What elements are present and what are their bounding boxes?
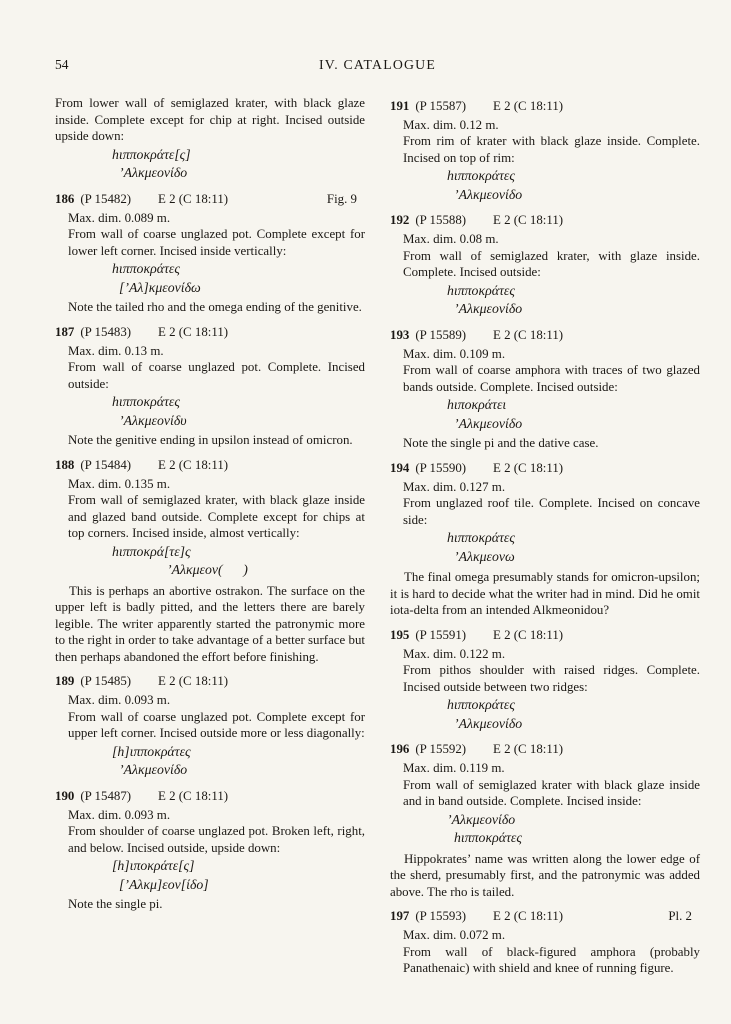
entry-note: Note the genitive ending in upsilon instead of omicron. [68,433,353,447]
greek-line: ’Αλκμεονίδο [119,165,188,180]
entry-194 [390,460,700,619]
entry-heading [55,673,365,690]
description: From wall of coarse unglazed pot. Complete except for upper left corner. Incised outside more or less diagonally: [68,709,365,740]
entry-number: 187 [55,324,75,339]
entry-number: 188 [55,457,75,472]
greek-inscription [112,857,365,894]
greek-line: hιπποκράτες [447,530,515,545]
entry-186 [55,191,365,316]
entry-number: 189 [55,674,75,688]
greek-line: hιπποκράτες [447,168,515,183]
greek-inscription [447,811,700,848]
description: From shoulder of coarse unglazed pot. Broken left, right, and below. Incised outside, upside down: [68,824,365,855]
greek-line: hιπποκράτες [447,282,515,298]
entry-number: 196 [390,742,410,756]
description: From unglazed roof tile. Complete. Incised on concave side: [403,496,700,527]
inventory-number: (P 15487) [80,788,132,803]
discussion-paragraph: This is perhaps an abortive ostrakon. The surface on the upper left is badly pitted, and the letters there are barely legible. The writer apparently started the patronymic more to the right in order to take advantage of a better surface but then perhaps abandoned the effort before finishing. [55,583,365,664]
max-dimension: Max. dim. 0.127 m. [403,479,506,494]
greek-line: ’Αλκμεον( ) [167,562,248,577]
greek-line: hιπποκράτες [447,697,515,712]
greek-line: hιπποκράτες [112,394,180,409]
entry-heading [390,627,700,644]
max-dimension: Max. dim. 0.089 m. [68,210,171,225]
grid-reference: E 2 (C 18:11) [158,457,229,472]
entry-heading [55,324,365,341]
inventory-number: (P 15589) [415,327,467,342]
greek-line: [’Αλκμ]εον[ίδο] [119,876,209,892]
entry-number: 194 [390,460,410,475]
greek-line: hιπποκρά[τε]ς [112,543,191,559]
left-column [55,95,365,985]
page-number: 54 [55,57,69,72]
entry-188 [55,457,365,666]
max-dimension: Max. dim. 0.122 m. [403,646,506,661]
greek-inscription [447,282,700,319]
greek-line: ’Αλκμεονίδυ [119,412,187,428]
greek-inscription [112,743,365,780]
description: From wall of semiglazed krater with black glaze inside and in band outside. Complete. Incised inside: [403,777,700,808]
description: From wall of coarse amphora with traces of two glazed bands outside. Complete. Incised outside: [403,363,700,394]
entry-197 [390,908,700,977]
greek-line: hιπποκράτες [454,830,522,845]
entry-heading [390,98,700,115]
greek-inscription [112,146,365,183]
figure-reference: Fig. 9 [326,191,357,206]
entry-number: 193 [390,327,410,342]
max-dimension: Max. dim. 0.093 m. [68,807,171,822]
inventory-number: (P 15483) [80,324,132,339]
description: From pithos shoulder with raised ridges. Complete. Incised outside between two ridges: [403,663,700,694]
grid-reference: E 2 (C 18:11) [493,460,564,475]
entry-number: 186 [55,191,75,206]
entry-note: Note the tailed rho and the omega ending of the genitive. [68,300,362,314]
greek-line: hιποκράτει [447,397,507,412]
greek-inscription [112,260,365,297]
greek-line: ’Αλκμεονίδο [447,811,516,827]
page-header [55,57,700,74]
grid-reference: E 2 (C 18:11) [158,324,229,339]
entry-heading [55,788,365,805]
max-dimension: Max. dim. 0.119 m. [403,761,505,775]
entry-number: 191 [390,98,410,113]
max-dimension: Max. dim. 0.08 m. [403,232,499,246]
grid-reference: E 2 (C 18:11) [493,909,564,923]
greek-line: ’Αλκμεονίδο [454,186,523,202]
description: From wall of coarse unglazed pot. Complete except for lower left corner. Incised inside vertically: [68,227,365,258]
discussion-paragraph: The final omega presumably stands for omicron-upsilon; it is hard to decide what the writer had in mind. Did he omit iota-delta from an intended Alkmeonidou? [390,570,700,617]
inventory-number: (P 15592) [415,742,467,756]
greek-line: hιπποκράτες [112,261,180,276]
greek-inscription [447,529,700,566]
description: From wall of semiglazed krater, with glaze inside. Complete. Incised outside: [403,248,700,279]
greek-line: ’Αλκμεονω [454,548,515,564]
greek-line: ’Αλκμεονίδο [454,301,523,316]
entry-heading [390,212,700,229]
greek-inscription [447,396,700,433]
description: From wall of coarse unglazed pot. Complete. Incised outside: [68,360,365,391]
max-dimension: Max. dim. 0.135 m. [68,476,171,491]
greek-line: ’Αλκμεονίδο [454,415,523,431]
inventory-number: (P 15591) [415,627,467,642]
grid-reference: E 2 (C 18:11) [158,788,229,803]
grid-reference: E 2 (C 18:11) [158,674,229,688]
greek-line: ’Αλκμεονίδο [454,715,523,731]
max-dimension: Max. dim. 0.109 m. [403,346,506,361]
greek-inscription [447,167,700,204]
grid-reference: E 2 (C 18:11) [158,191,229,206]
greek-inscription [112,393,365,430]
entry-number: 192 [390,213,410,227]
entry-number: 195 [390,627,410,642]
max-dimension: Max. dim. 0.13 m. [68,343,164,358]
description: From rim of krater with black glaze inside. Complete. Incised on top of rim: [403,134,700,165]
inventory-number: (P 15482) [80,191,132,206]
max-dimension: Max. dim. 0.093 m. [68,693,171,707]
description: From wall of semiglazed krater, with black glaze inside and glazed band outside. Complete except for chips at top corners. Incised inside, almost vertically: [68,493,365,540]
entry-heading [390,908,700,925]
inventory-number: (P 15484) [80,457,132,472]
entry-heading [390,327,700,344]
entry-number: 190 [55,788,75,803]
entry-187 [55,324,365,449]
inventory-number: (P 15593) [415,909,467,923]
grid-reference: E 2 (C 18:11) [493,627,564,642]
entry-192 [390,212,700,319]
greek-line: [’Αλ]κμεονίδω [119,279,201,295]
entry-note: Note the single pi and the dative case. [403,436,599,450]
inventory-number: (P 15588) [415,213,467,227]
discussion-paragraph: Hippokrates’ name was written along the lower edge of the sherd, presumably first, and the patronymic was added above. The rho is tailed. [390,851,700,899]
greek-inscription [112,543,365,580]
plate-reference: Pl. 2 [668,909,692,923]
inventory-number: (P 15590) [415,460,467,475]
greek-line: hιπποκράτε[ς] [112,146,191,162]
entry-193 [390,327,700,452]
entry-191 [390,98,700,205]
entry-heading [55,457,365,474]
description: From wall of black-figured amphora (probably Panathenaic) with shield and knee of running figure. [403,944,700,975]
right-column [390,95,700,985]
grid-reference: E 2 (C 18:11) [493,98,564,113]
grid-reference: E 2 (C 18:11) [493,742,564,756]
inventory-number: (P 15485) [80,674,132,688]
page-title: IV. CATALOGUE [319,57,436,72]
greek-line: [h]ιπποκράτες [112,743,191,759]
entry-number: 197 [390,909,410,923]
inventory-number: (P 15587) [415,98,467,113]
grid-reference: E 2 (C 18:11) [493,327,564,342]
two-column-layout [55,95,700,985]
description: From lower wall of semiglazed krater, with black glaze inside. Complete except for chip at right. Incised outside upside down: [55,96,365,143]
entry-196 [390,741,700,900]
entry-190 [55,788,365,913]
greek-inscription [447,696,700,733]
greek-line: [h]ιποκράτε[ς] [112,858,195,873]
grid-reference: E 2 (C 18:11) [493,213,564,227]
max-dimension: Max. dim. 0.072 m. [403,928,506,942]
entry-note: Note the single pi. [68,897,163,911]
entry-185-continuation [55,95,365,183]
entry-heading [55,191,365,208]
entry-heading [390,741,700,758]
greek-line: ’Αλκμεονίδο [119,762,188,777]
max-dimension: Max. dim. 0.12 m. [403,117,499,132]
entry-heading [390,460,700,477]
entry-195 [390,627,700,734]
entry-189 [55,673,365,780]
